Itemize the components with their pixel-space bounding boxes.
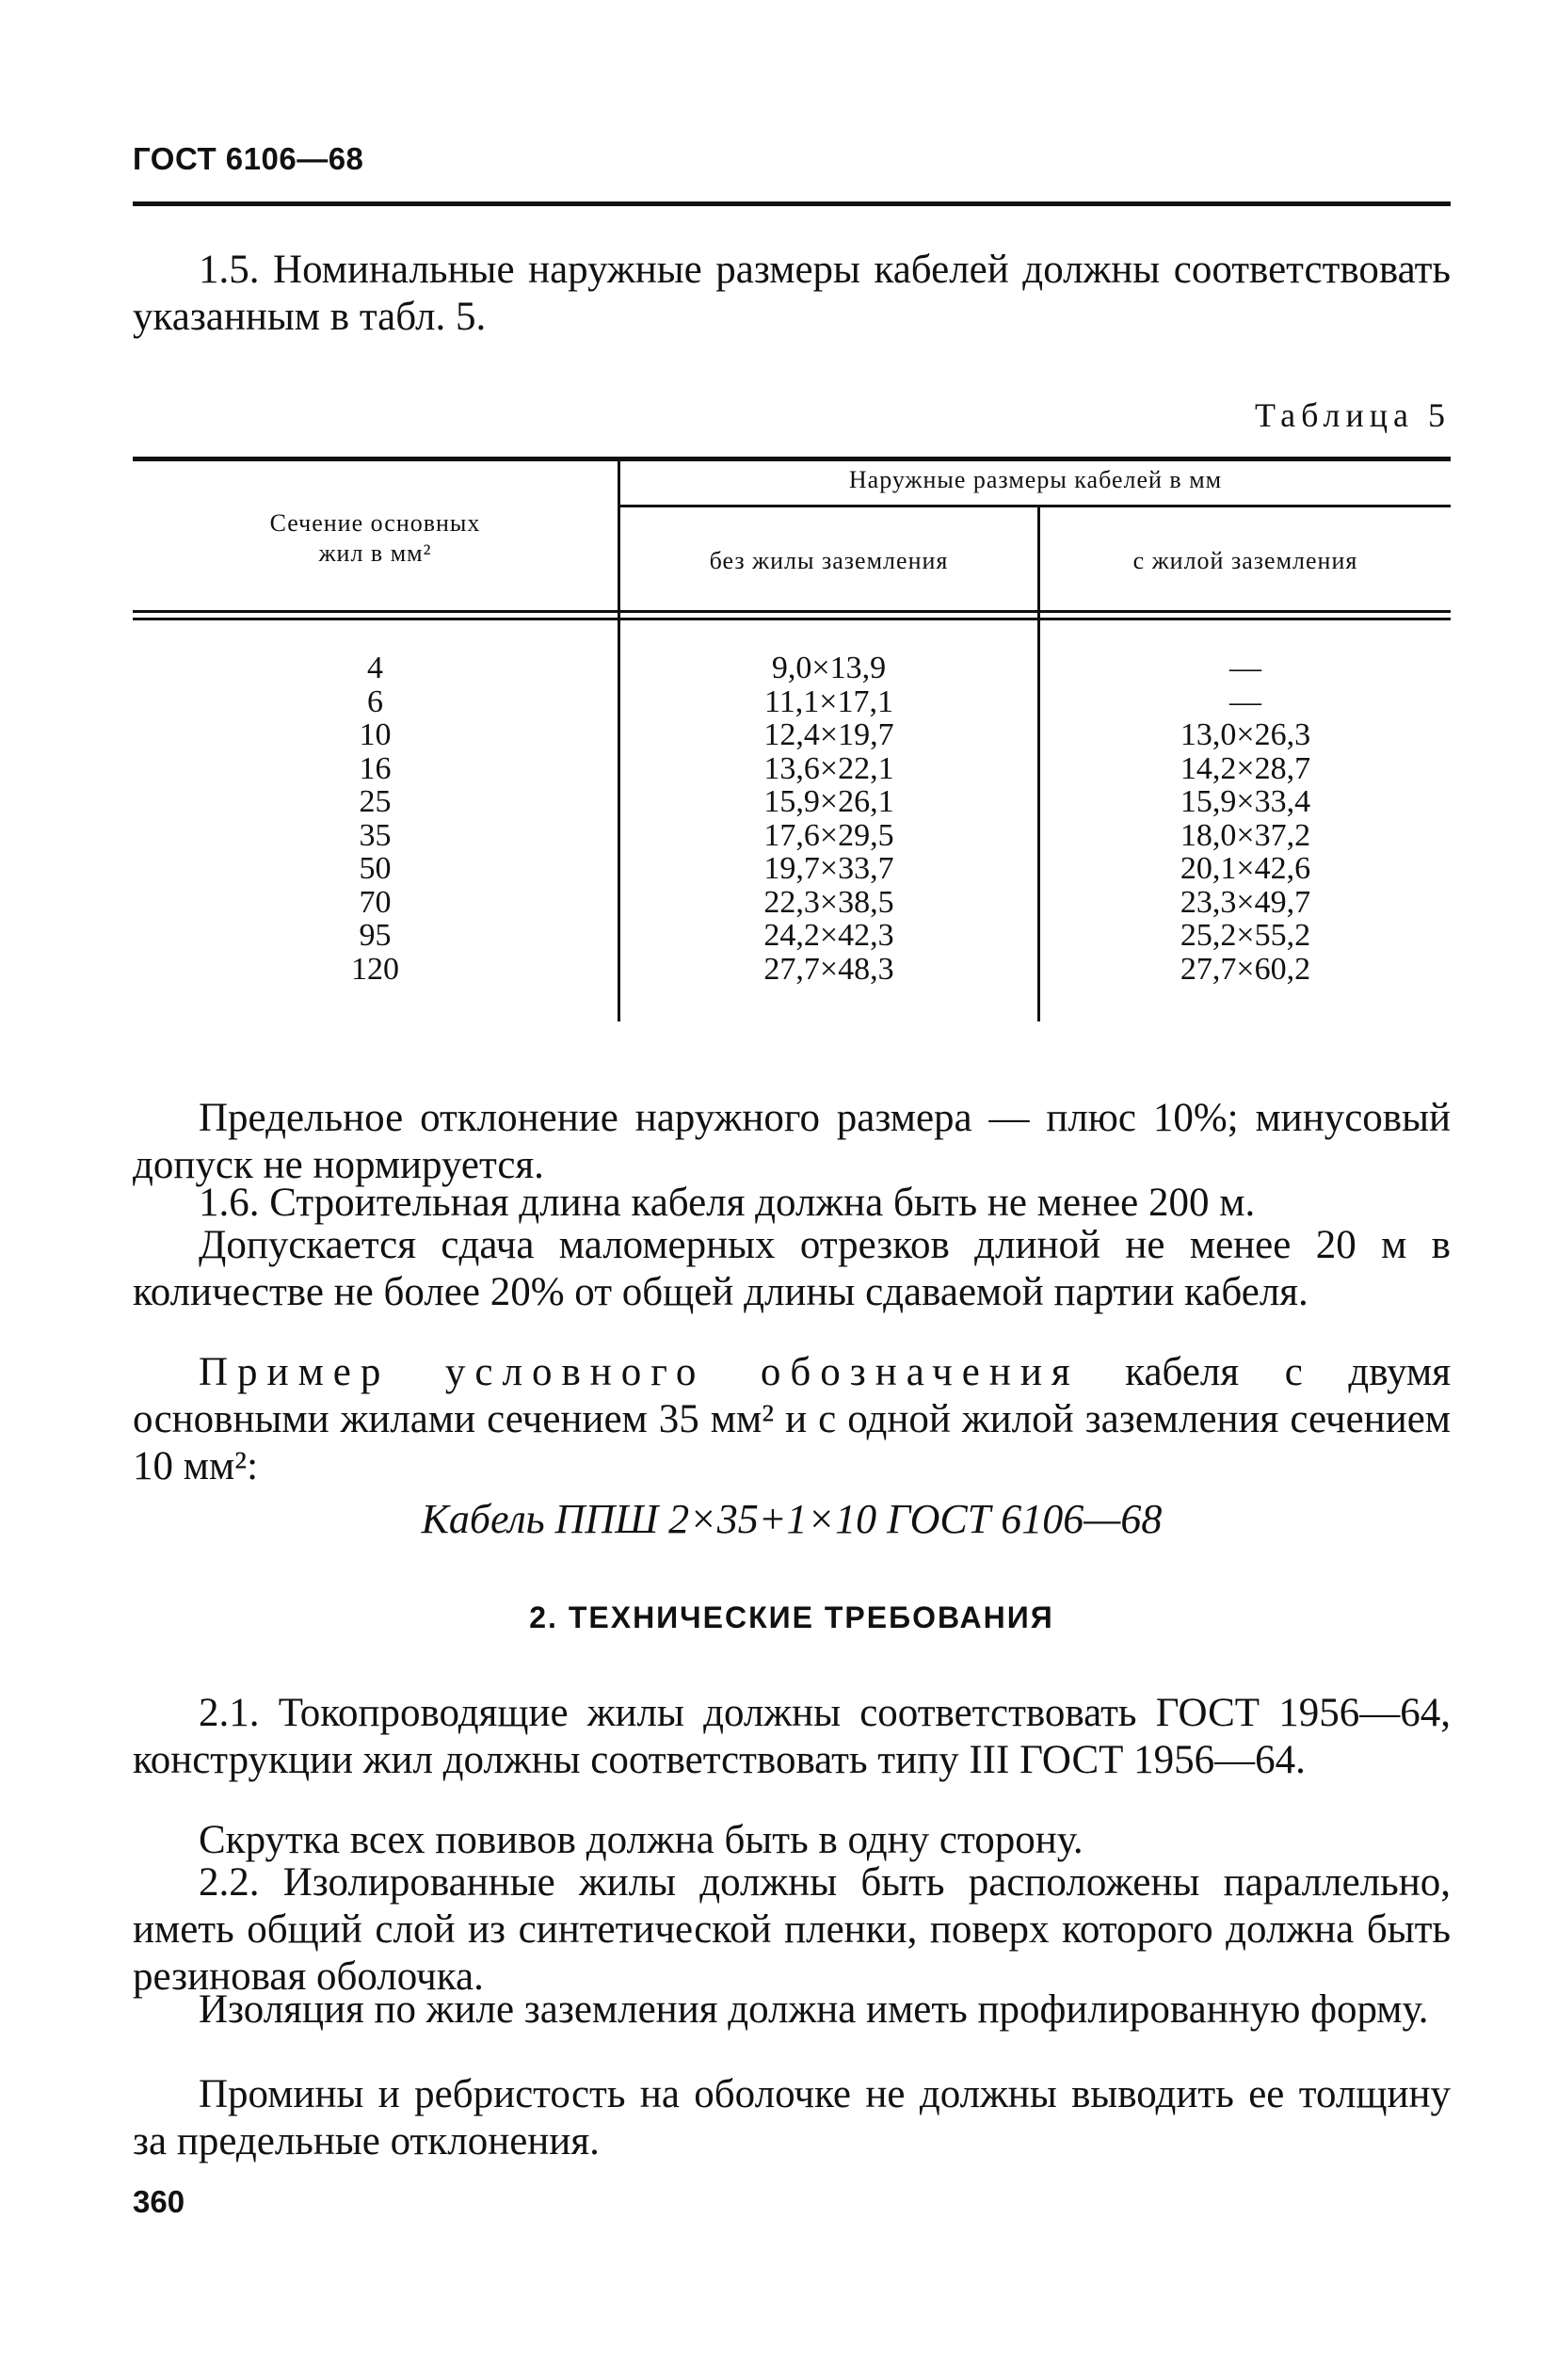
col-section-header (133, 508, 618, 569)
cell-section: 120 (351, 951, 399, 987)
cell-without-ground: 15,9×26,1 (763, 784, 894, 819)
col-section-values (133, 651, 618, 986)
page-number: 360 (133, 2184, 185, 2219)
paragraph-allowed: Допускается сдача маломерных отрезков длиной не менее 20 м в количестве не более 20% от общей длины сдаваемой партии кабеля. (133, 1223, 1451, 1314)
paragraph-insulation: Изоляция по жиле заземления должна иметь профилированную форму. (199, 1987, 1429, 2032)
table-top-rule (133, 457, 1451, 461)
cell-without-ground: 24,2×42,3 (763, 918, 894, 953)
cell-with-ground: 18,0×37,2 (1180, 817, 1311, 853)
col-with-ground-values (1040, 651, 1451, 986)
cell-section: 50 (359, 851, 392, 886)
example-lead: Пример условного обозначения (199, 1350, 1080, 1394)
paragraph-2-2: 2.2. Изолированные жилы должны быть расположены параллельно, иметь общий слой из синтетической пленки, поверх которого должна быть резиновая оболочка. (133, 1860, 1451, 1999)
cell-without-ground: 17,6×29,5 (763, 817, 894, 853)
cell-without-ground: 19,7×33,7 (763, 851, 894, 886)
table-caption: Таблица 5 (1255, 396, 1451, 434)
designation-formula: Кабель ППШ 2×35+1×10 ГОСТ 6106—68 (421, 1496, 1163, 1542)
col-without-ground-values (620, 651, 1037, 986)
col-section-header-line1: Сечение основных (269, 509, 481, 537)
col-section-header-line2: жил в мм² (318, 539, 432, 567)
group-header: Наружные размеры кабелей в мм (848, 466, 1223, 493)
cell-section: 35 (359, 817, 392, 853)
col-with-ground-header: с жилой заземления (1132, 547, 1358, 574)
paragraph-2-1: 2.1. Токопроводящие жилы должны соответствовать ГОСТ 1956—64, конструкции жил должны соответствовать типу III ГОСТ 1956—64. (133, 1691, 1451, 1782)
cell-with-ground: — (1229, 683, 1261, 719)
header-rule (133, 201, 1451, 206)
cell-section: 70 (359, 884, 392, 920)
cell-with-ground: 13,0×26,3 (1180, 717, 1311, 752)
table-group-rule (620, 505, 1451, 507)
cell-with-ground: 14,2×28,7 (1180, 750, 1311, 786)
cell-with-ground: 15,9×33,4 (1180, 784, 1311, 819)
paragraph-1-6: 1.6. Строительная длина кабеля должна быть не менее 200 м. (199, 1181, 1256, 1225)
cell-without-ground: 12,4×19,7 (763, 717, 894, 752)
example-rest: кабеля с двумя основными жилами сечением 35 мм² и с одной жилой заземления сечением 10 мм²: (133, 1350, 1451, 1488)
table-header-rule-1 (133, 610, 1451, 613)
table-header-rule-2 (133, 618, 1451, 620)
col-without-ground-header: без жилы заземления (709, 547, 949, 574)
cell-without-ground: 9,0×13,9 (771, 651, 887, 685)
cell-with-ground: — (1229, 651, 1261, 685)
cell-without-ground: 11,1×17,1 (764, 683, 893, 719)
paragraph-example (133, 1349, 1451, 1490)
cell-with-ground: 25,2×55,2 (1180, 918, 1311, 953)
paragraph-deviation: Предельное отклонение наружного размера — плюс 10%; минусовый допуск не нормируется. (133, 1096, 1451, 1187)
cell-without-ground: 27,7×48,3 (763, 951, 894, 987)
cell-section: 6 (367, 683, 383, 719)
cell-section: 10 (359, 717, 392, 752)
section-title: 2. ТЕХНИЧЕСКИЕ ТРЕБОВАНИЯ (529, 1600, 1054, 1634)
paragraph-1-5: 1.5. Номинальные наружные размеры кабелей должны соответствовать указанным в табл. 5. (133, 248, 1451, 339)
document-header: ГОСТ 6106—68 (133, 141, 364, 176)
cell-section: 4 (367, 651, 383, 685)
cell-with-ground: 23,3×49,7 (1180, 884, 1311, 920)
cell-with-ground: 20,1×42,6 (1180, 851, 1311, 886)
cell-section: 95 (359, 918, 392, 953)
paragraph-dents: Промины и ребристость на оболочке не должны выводить ее толщину за предельные отклонения. (133, 2072, 1451, 2163)
cell-with-ground: 27,7×60,2 (1180, 951, 1311, 987)
cell-without-ground: 22,3×38,5 (763, 884, 894, 920)
cell-section: 25 (359, 784, 392, 819)
cell-without-ground: 13,6×22,1 (763, 750, 894, 786)
cell-section: 16 (359, 750, 392, 786)
paragraph-twist: Скрутка всех повивов должна быть в одну сторону. (199, 1818, 1083, 1862)
